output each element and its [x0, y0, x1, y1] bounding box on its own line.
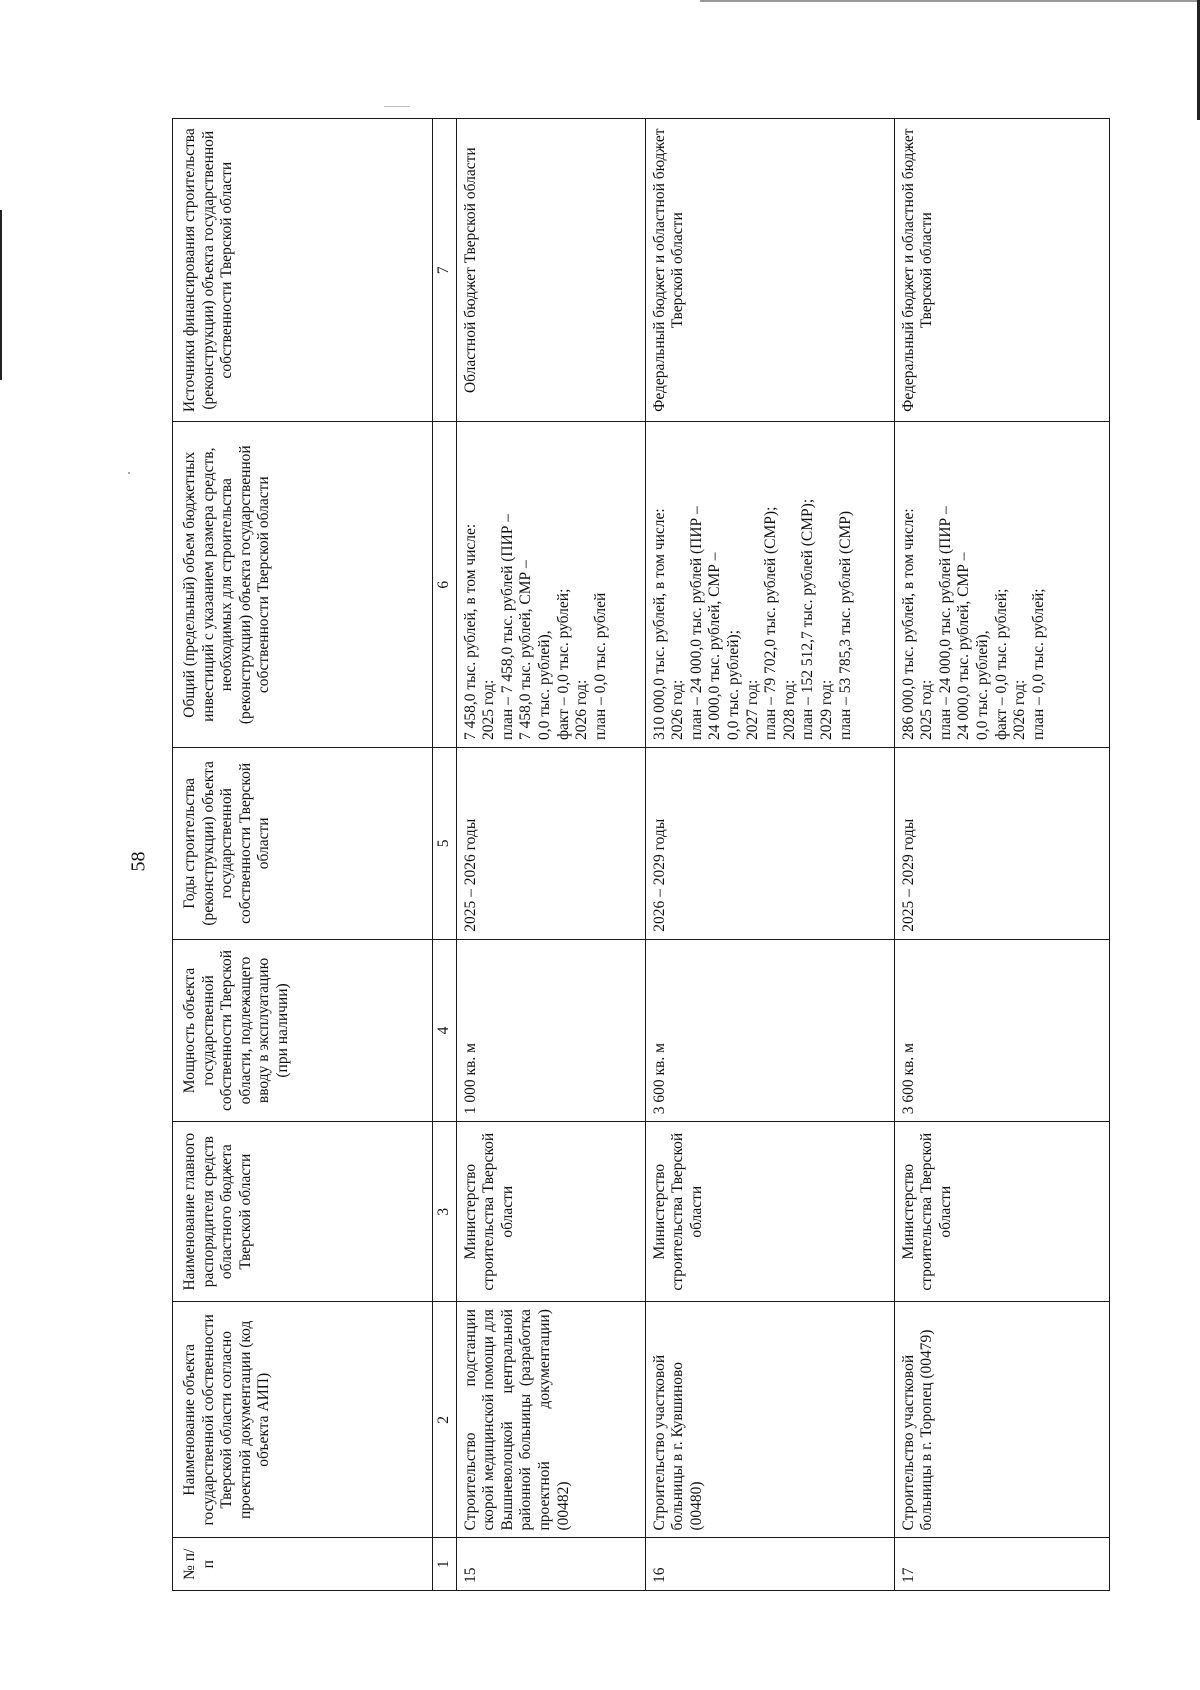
column-number: 3 [433, 1122, 457, 1302]
volume-line: 2026 год: [573, 679, 591, 741]
funding-source: Федеральный бюджет и областной бюджет Тверской области [645, 119, 894, 422]
table-row [456, 119, 645, 1591]
table-header-row [173, 119, 433, 1591]
volume-line: 286 000,0 тыс. рублей, в том числе: [899, 508, 917, 741]
table-row [894, 119, 1109, 1591]
page-number: 58 [127, 851, 150, 872]
investment-volume [456, 422, 645, 748]
volume-line: план – 152 512,7 тыс. рублей (СМР); [799, 498, 817, 741]
column-number: 2 [433, 1302, 457, 1538]
construction-years: 2025 – 2026 годы [456, 748, 645, 940]
volume-line: 0,0 тыс. рублей), [973, 630, 991, 741]
volume-line: план – 79 702,0 тыс. рублей (СМР); [762, 506, 780, 741]
volume-line: план – 53 785,3 тыс. рублей (СМР) [836, 510, 854, 741]
object-name: Строительство подстанции скорой медицинской помощи для Вышневолоцкой центральной районной больницы (разработка проектной документации) (00482) [456, 1302, 645, 1538]
header-object-name: Наименование объекта государственной собственности Тверской области согласно проектной документации (код объекта АИП) [173, 1302, 433, 1538]
investment-volume [645, 422, 894, 748]
header-capacity: Мощность объекта государственной собственности Тверской области, подлежащего вводу в эксплуатацию (при наличии) [173, 939, 433, 1122]
volume-line: 2025 год: [918, 679, 936, 741]
column-number: 6 [433, 422, 457, 748]
table-row [645, 119, 894, 1591]
capacity: 1 000 кв. м [456, 939, 645, 1122]
row-number: 17 [894, 1538, 1109, 1591]
scan-edge-top [700, 0, 1200, 2]
volume-line: 2027 год: [743, 679, 761, 741]
funding-source: Федеральный бюджет и областной бюджет Тверской области [894, 119, 1109, 422]
volume-line: план – 24 000,0 тыс. рублей (ПИР – [936, 506, 954, 741]
column-number: 1 [433, 1538, 457, 1591]
volume-line: факт – 0,0 тыс. рублей; [554, 588, 572, 741]
volume-line: 7 458,0 тыс. рублей, в том числе: [461, 523, 479, 741]
budget-manager: Министерство строительства Тверской области [645, 1122, 894, 1302]
volume-line: 7 458,0 тыс. рублей, СМР – [517, 560, 535, 741]
capacity: 3 600 кв. м [894, 939, 1109, 1122]
header-number: № п/п [173, 1538, 433, 1591]
volume-line: 2026 год: [669, 679, 687, 741]
volume-line: 2026 год: [1011, 679, 1029, 741]
construction-years: 2026 – 2029 годы [645, 748, 894, 940]
investment-objects-table [172, 118, 1110, 1591]
volume-line: план – 0,0 тыс. рублей [591, 592, 609, 741]
scan-edge-left [0, 210, 2, 380]
header-investment-volume: Общий (предельный) объем бюджетных инвестиций с указанием размера средств, необходимых для строительства (реконструкции) объекта государственной собственности Тверской области [173, 422, 433, 748]
budget-manager: Министерство строительства Тверской области [894, 1122, 1109, 1302]
volume-line: 2028 год: [780, 679, 798, 741]
volume-line: 2025 год: [480, 679, 498, 741]
volume-line: факт – 0,0 тыс. рублей; [992, 588, 1010, 741]
header-budget-manager: Наименование главного распорядителя средств областного бюджета Тверской области [173, 1122, 433, 1302]
volume-line: 24 000,0 тыс. рублей, СМР – [706, 552, 724, 741]
object-name: Строительство участковой больницы в г. Торопец (00479) [894, 1302, 1109, 1538]
construction-years: 2025 – 2029 годы [894, 748, 1109, 940]
volume-line: 310 000,0 тыс. рублей, в том числе: [650, 508, 668, 741]
volume-line: 0,0 тыс. рублей), [535, 630, 553, 741]
volume-line: план – 0,0 тыс. рублей; [1029, 588, 1047, 741]
capacity: 3 600 кв. м [645, 939, 894, 1122]
column-number: 7 [433, 119, 457, 422]
volume-line: 24 000,0 тыс. рублей, СМР – [955, 552, 973, 741]
rotated-page-content [172, 118, 1110, 1591]
volume-line: план – 24 000,0 тыс. рублей (ПИР – [687, 506, 705, 741]
scan-speck [128, 472, 130, 474]
funding-source: Областной бюджет Тверской области [456, 119, 645, 422]
header-funding-sources: Источники финансирования строительства (реконструкции) объекта государственной собственности Тверской области [173, 119, 433, 422]
volume-line: план – 7 458,0 тыс. рублей (ПИР – [498, 513, 516, 741]
row-number: 16 [645, 1538, 894, 1591]
investment-volume [894, 422, 1109, 748]
column-number: 5 [433, 748, 457, 940]
column-number: 4 [433, 939, 457, 1122]
header-years: Годы строительства (реконструкции) объекта государственной собственности Тверской области [173, 748, 433, 940]
volume-line: 2029 год: [817, 679, 835, 741]
column-number-row [433, 119, 457, 1591]
row-number: 15 [456, 1538, 645, 1591]
scan-speck-bar [384, 106, 410, 107]
object-name: Строительство участковой больницы в г. Кувшиново (00480) [645, 1302, 894, 1538]
budget-manager: Министерство строительства Тверской области [456, 1122, 645, 1302]
volume-line: 0,0 тыс. рублей); [724, 629, 742, 741]
